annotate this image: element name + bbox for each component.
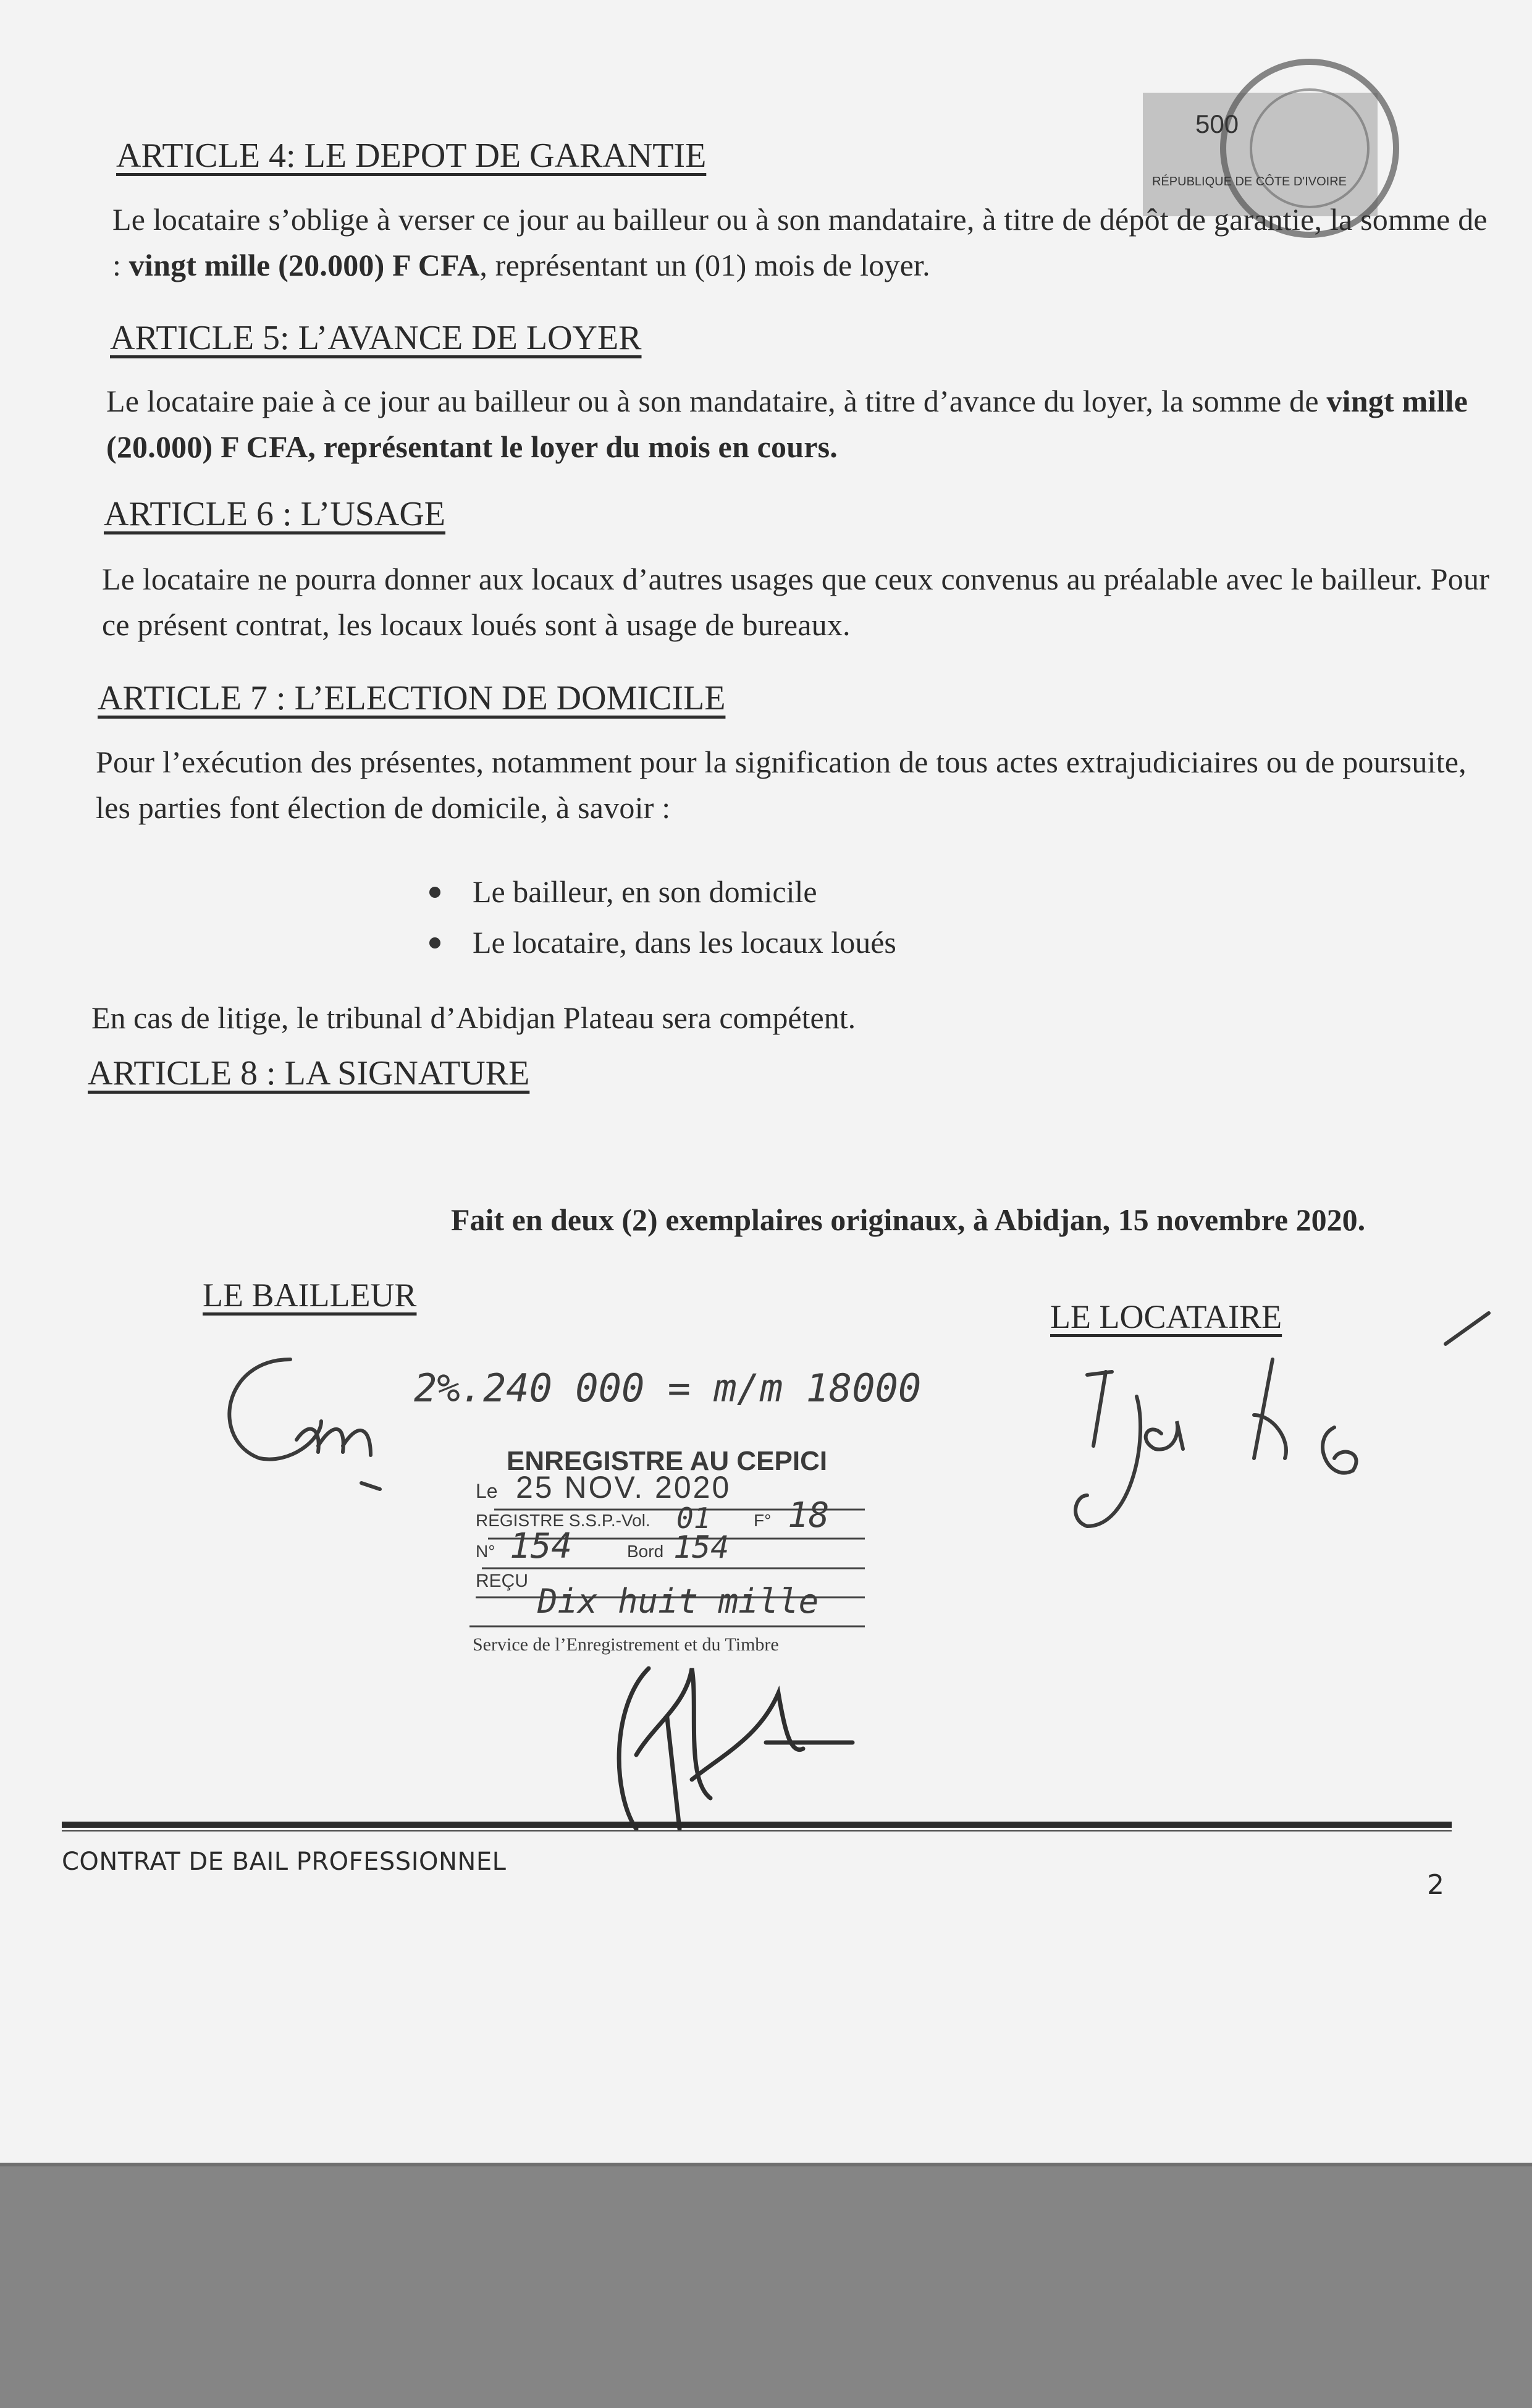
bailleur-label: LE BAILLEUR [203,1277,417,1314]
stamp-registre-label: REGISTRE S.S.P.-Vol. [476,1511,650,1530]
list-item: Le locataire, dans les locaux loués [429,917,896,968]
litige-text: En cas de litige, le tribunal d’Abidjan Plateau sera compétent. [91,1000,856,1035]
article-4-title: ARTICLE 4: LE DEPOT DE GARANTIE [116,137,707,175]
stamp-number: 154 [510,1526,573,1566]
fiscal-stamp-text: RÉPUBLIQUE DE CÔTE D'IVOIRE [1152,175,1347,188]
article-5-amount: vingt mille (20.000) F CFA, représentant le loyer du mois en cours. [106,384,1468,464]
article-6-title: ARTICLE 6 : L’USAGE [104,495,445,533]
footer-rule-thin [62,1830,1452,1831]
article-8-title: ARTICLE 8 : LA SIGNATURE [88,1054,530,1092]
fait-a-text: Fait en deux (2) exemplaires originaux, à Abidjan, 15 novembre 2020. [451,1202,1366,1237]
article-6-text: Le locataire ne pourra donner aux locaux d’autres usages que ceux convenus au préalable avec le bailleur. Pour ce présent contrat, les locaux loués sont à usage de bureaux. [102,562,1490,642]
stamp-bord: 154 [673,1529,730,1565]
list-item: Le bailleur, en son domicile [429,866,896,917]
page-number: 2 [1427,1869,1444,1901]
article-5-text: Le locataire paie à ce jour au bailleur ou à son mandataire, à titre d’avance du loyer, la somme de vingt mille (20.000) F CFA, représentant le loyer du mois en cours. [106,384,1468,464]
footer-title: CONTRAT DE BAIL PROFESSIONNEL [62,1848,507,1876]
stamp-vol: 01 [676,1502,711,1535]
stamp-title: ENREGISTRE AU CEPICI [507,1446,828,1476]
locataire-signature [1075,1313,1489,1526]
article-4-amount: vingt mille (20.000) F CFA [128,248,480,282]
stamp-service: Service de l’Enregistrement et du Timbre [473,1634,779,1655]
footer-rule [62,1822,1452,1828]
article-7-text: Pour l’exécution des présentes, notamment pour la signification de tous actes extrajudiciaires ou de poursuite, les parties font élection de domicile, à savoir : [96,745,1467,825]
bailleur-signature [229,1359,380,1489]
article-7-title: ARTICLE 7 : L’ELECTION DE DOMICILE [98,679,726,717]
stamp-date: 25 NOV. 2020 [516,1470,731,1505]
stamp-folio-label: F° [754,1511,772,1530]
stamp-recu-label: REÇU [476,1571,529,1591]
stamp-folio: 18 [788,1495,830,1536]
locataire-label: LE LOCATAIRE [1050,1298,1282,1335]
handwritten-amount: 2%.240 000 = m/m 18000 [414,1366,922,1411]
officer-signature [619,1668,852,1829]
fiscal-stamp-value: 500 [1195,109,1239,138]
article-4-text: Le locataire s’oblige à verser ce jour au bailleur ou à son mandataire, à titre de dépôt de garantie, la somme de : vingt mille (20.000) F CFA, représentant un (01) mois de loyer. [112,202,1488,282]
stamp-bord-label: Bord [627,1542,664,1561]
stamp-le-label: Le [476,1480,498,1502]
stamp-number-label: N° [476,1542,495,1561]
article-5-title: ARTICLE 5: L’AVANCE DE LOYER [110,319,642,357]
stamp-recu-amount: Dix huit mille [537,1582,819,1621]
